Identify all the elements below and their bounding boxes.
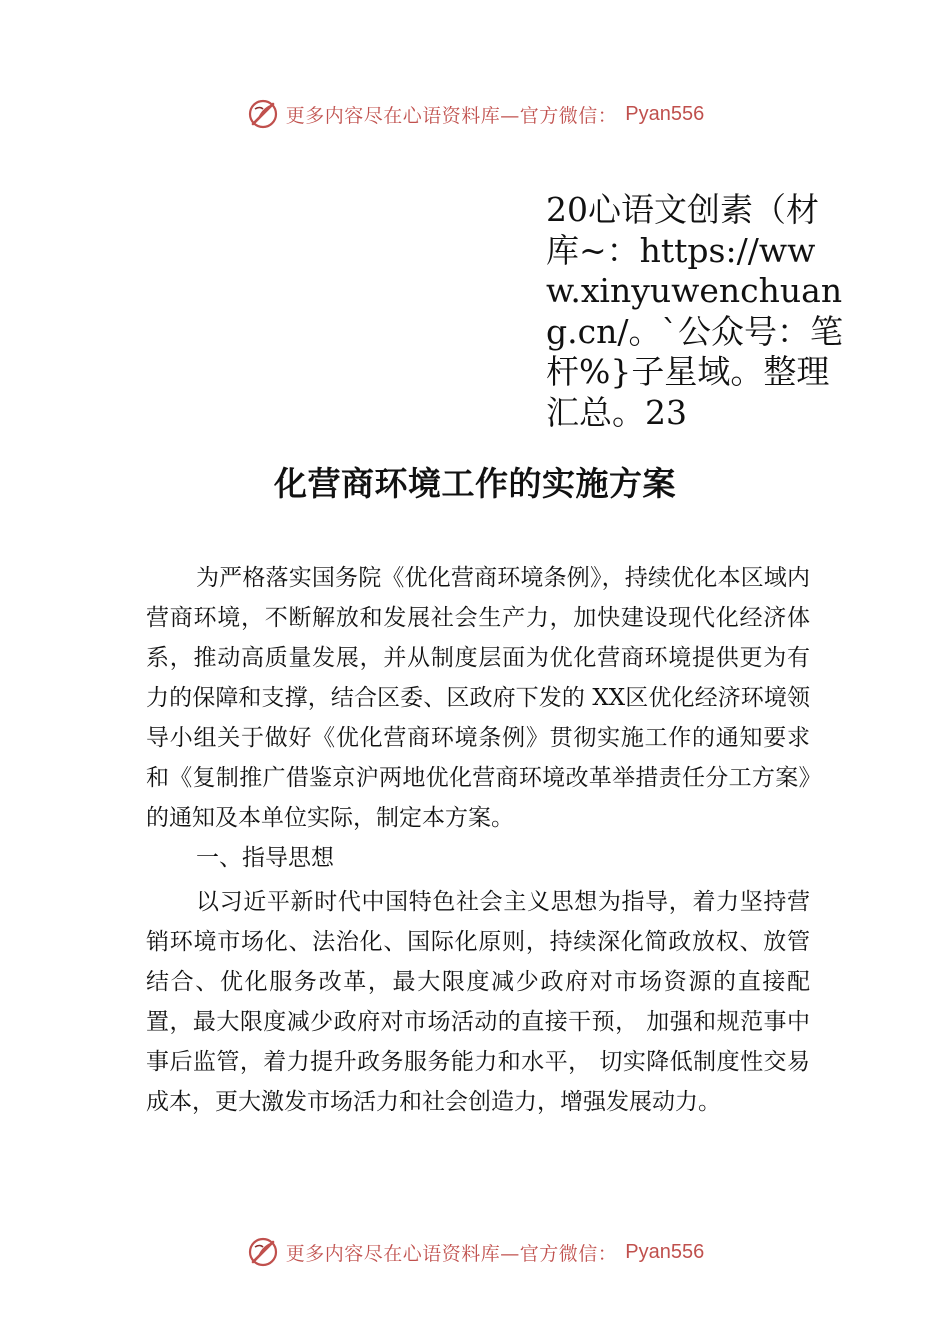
footer-banner xyxy=(0,1232,950,1272)
footer-wechat-id: Pyan556 xyxy=(625,1240,705,1263)
footer-banner-text: 更多内容尽在心语资料库—官方微信： xyxy=(285,1242,618,1265)
wechat-id: Pyan556 xyxy=(625,102,705,125)
document-title: 化营商环境工作的实施方案 xyxy=(274,464,676,503)
quill-pen-logo-icon xyxy=(246,97,280,131)
source-note: 20心语文创素（材库~：https://www.xinyuwenchuang.cn/。`公众号：笔杆%}子星域。整理汇总。23 xyxy=(546,190,843,432)
header-banner xyxy=(0,94,950,134)
quill-pen-logo-icon xyxy=(246,1235,280,1269)
paragraph-intro: 为严格落实国务院《优化营商环境条例》，持续优化本区域内营商环境，不断解放和发展社会生产力，加快建设现代化经济体系，推动高质量发展，并从制度层面为优化营商环境提供更为有力的保障和支撑，结合区委、区政府下发的 XX区优化经济环境领导小组关于做好《优化营商环境条例》贯彻实施工作的通知要求和《复制推广借鉴京沪两地优化营商环境改革举措责任分工方案》的通知及本单位实际，制定本方案。 xyxy=(146,565,810,831)
paragraph-guiding-thought: 以习近平新时代中国特色社会主义思想为指导，着力坚持营销环境市场化、法治化、国际化原则，持续深化简政放权、放管结合、优化服务改革，最大限度减少政府对市场资源的直接配置，最大限度减少政府对市场活动的直接干预， 加强和规范事中事后监管，着力提升政务服务能力和水平， 切实降低制度性交易成本，更大激发市场活力和社会创造力，增强发展动力。 xyxy=(146,889,810,1115)
section-heading: 一、指导思想 xyxy=(196,845,334,871)
document-body xyxy=(146,558,810,1122)
banner-text: 更多内容尽在心语资料库—官方微信： xyxy=(285,104,618,127)
